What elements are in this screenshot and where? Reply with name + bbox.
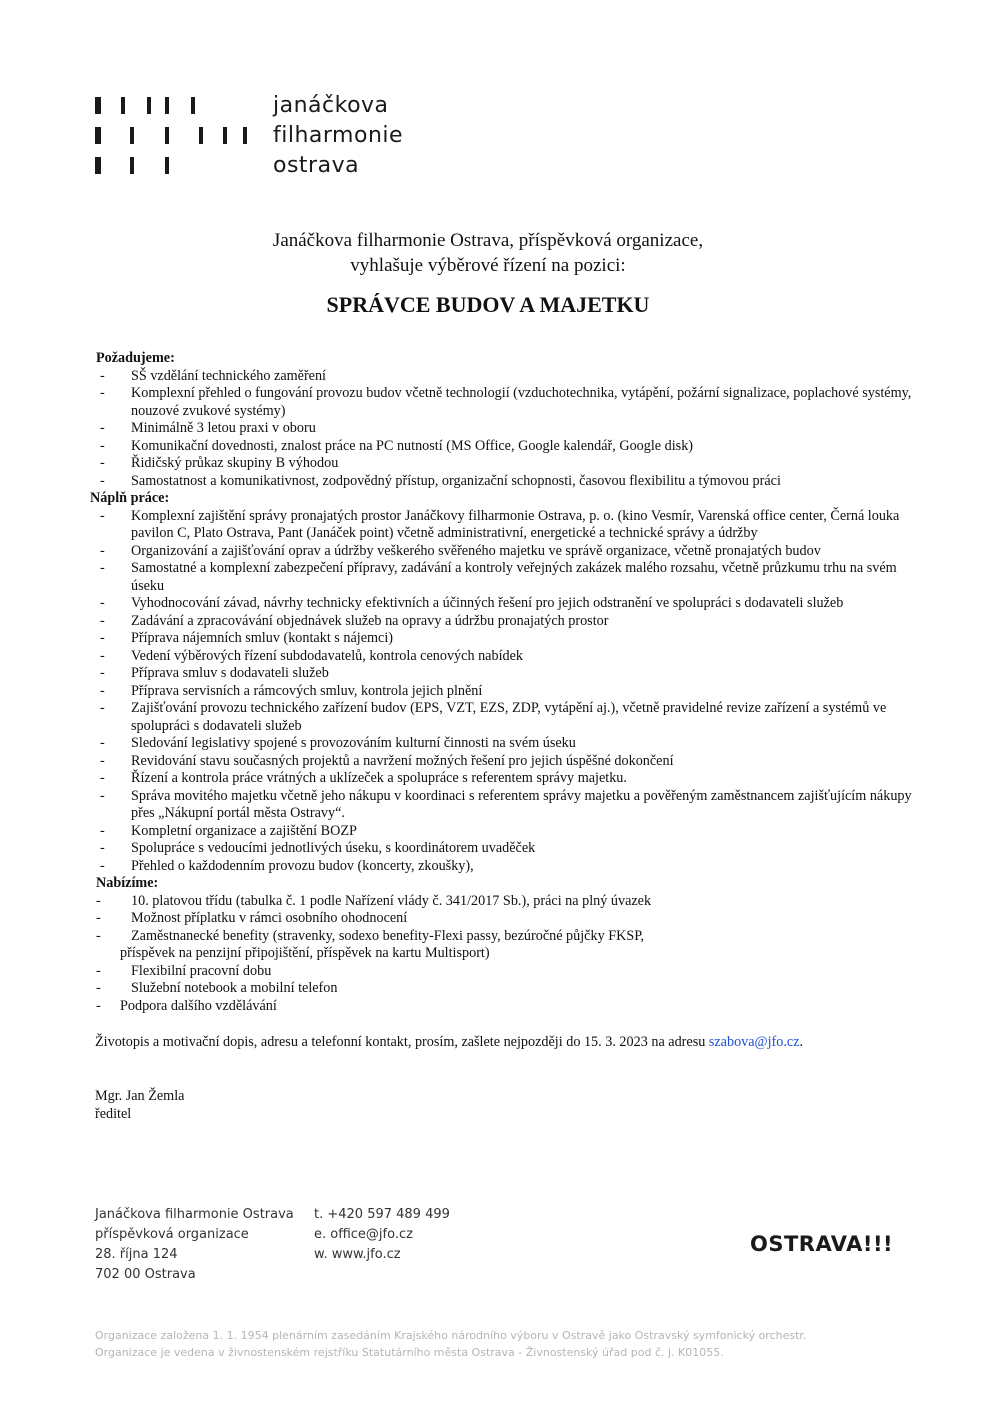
footer-web: w. www.jfo.cz	[314, 1247, 401, 1262]
list-item: - Příprava nájemních smluv (kontakt s nájemci)	[100, 630, 394, 646]
list-item: - Příprava servisních a rámcových smluv, kontrola jejich plnění	[100, 682, 483, 699]
footer-contacts	[314, 1205, 450, 1265]
list-item: - Komunikační dovednosti, znalost práce na PC nutností (MS Office, Google kalendář, Google disk)	[100, 437, 694, 454]
jfo-logo	[95, 94, 475, 184]
list-item-continuation: příspěvek na penzijní připojištění, příspěvek na kartu Multisport)	[120, 945, 490, 961]
list-item: - Minimálně 3 letou praxi v oboru	[100, 420, 316, 436]
list-item: - Komplexní zajištění správy pronajatých prostor Janáčkovy filharmonie Ostrava, p. o. (kino Vesmír, Varenská office center, Černá louka pavilon C, Plato Ostrava, Pant (Janáček point) včetně administrativní, energetické a technické správy a údržby	[100, 507, 900, 541]
list-item: - Revidování stavu současných projektů a navržení možných řešení pro jejich úspěšné dokončení	[100, 752, 674, 769]
list-item: - SŠ vzdělání technického zaměření	[100, 367, 327, 384]
list-item: - Zajišťování provozu technického zařízení budov (EPS, VZT, EZS, ZDP, vytápění aj.), včetně pravidelné revize zařízení a systémů ve spolupráci s dodavateli služeb	[100, 700, 887, 734]
email-link[interactable]: szabova@jfo.cz	[708, 1034, 800, 1050]
signature	[95, 1087, 184, 1123]
logo-line: filharmonie	[273, 123, 404, 148]
list-item: - Přehled o každodenním provozu budov (koncerty, zkoušky),	[100, 857, 474, 874]
list-item: - Řízení a kontrola práce vrátných a uklízeček a spolupráce s referentem správy majetku.	[100, 770, 627, 786]
list-item: - Komplexní přehled o fungování provozu budov včetně technologií (vzduchotechnika, vytápění, požární signalizace, poplachové systémy, nouzové zvukové systémy)	[100, 385, 912, 419]
intro	[0, 228, 976, 278]
ostrava-brand-logo: OSTRAVA!!!	[750, 1232, 894, 1256]
signature-role: ředitel	[95, 1106, 132, 1122]
list-item: - Organizování a zajišťování oprav a údržby veškerého svěřeného majetku ve správě organizace, včetně pronajatých budov	[100, 542, 821, 559]
logo-line: janáčkova	[273, 93, 389, 118]
legal-notice: Organizace založena 1. 1. 1954 plenárním zasedáním Krajského národního výboru v Ostravě jako Ostravský symfonický orchestr. Organizace je vedena v živnostenském rejstříku Statutárního města Ostrava - Živnostenský úřad pod č. j. K01055.	[95, 1329, 807, 1359]
list-item: - Zadávání a zpracovávání objednávek služeb na opravy a údržbu pronajatých prostor	[100, 612, 609, 629]
list-item: - Zaměstnanecké benefity (stravenky, sodexo benefity-Flexi passy, bezúročné půjčky FKSP,	[96, 927, 645, 944]
list-item: - Vedení výběrových řízení subdodavatelů, kontrola cenových nabídek	[100, 647, 523, 664]
section-heading-duties: Náplň práce:	[90, 490, 170, 506]
job-description	[90, 350, 930, 1015]
section-heading-offers: Nabízíme:	[96, 875, 159, 891]
list-item: - Flexibilní pracovní dobu	[96, 962, 272, 979]
intro-line: vyhlašuje výběrové řízení na pozici:	[350, 255, 626, 276]
position-title: SPRÁVCE BUDOV A MAJETKU	[326, 292, 650, 317]
footer-address: Janáčkova filharmonie Ostrava příspěvková organizace 28. října 124 702 00 Ostrava	[95, 1207, 294, 1282]
list-item: - Spolupráce s vedoucími jednotlivých úseku, s koordinátorem uvaděček	[100, 840, 536, 856]
list-item: - Kompletní organizace a zajištění BOZP	[100, 822, 357, 839]
list-item: - Samostatnost a komunikativnost, zodpovědný přístup, organizační schopnosti, časovou flexibilitu a týmovou práci	[100, 472, 781, 489]
intro-line: Janáčkova filharmonie Ostrava, příspěvková organizace,	[272, 230, 704, 251]
list-item: - Správa movitého majetku včetně jeho nákupu v koordinaci s referentem správy majetku a pověřeným zaměstnancem zajišťujícím nákupy přes „Nákupní portál města Ostravy“.	[100, 787, 912, 821]
logo-wordmark	[273, 91, 403, 181]
list-item: - Možnost příplatku v rámci osobního ohodnocení	[96, 910, 408, 926]
list-item: - Příprava smluv s dodavateli služeb	[100, 665, 329, 681]
signature-name: Mgr. Jan Žemla	[95, 1088, 185, 1104]
list-item: - 10. platovou třídu (tabulka č. 1 podle Nařízení vlády č. 341/2017 Sb.), práci na plný úvazek	[96, 892, 652, 909]
logo-bars-mark	[95, 94, 265, 184]
footer-phone: t. +420 597 489 499	[314, 1207, 450, 1222]
list-item: - Podpora dalšího vzdělávání	[96, 997, 277, 1014]
list-item: - Samostatné a komplexní zabezpečení přípravy, zadávání a kontroly veřejných zakázek malého rozsahu, včetně průzkumu trhu na svém úseku	[100, 560, 897, 594]
list-item: - Sledování legislativy spojené s provozováním kulturní činnosti na svém úseku	[100, 735, 576, 751]
list-item: - Vyhodnocování závad, návrhy technicky efektivních a účinných řešení pro jejich odstranění ve spolupráci s dodavateli služeb	[100, 595, 844, 611]
list-item: - Řidičský průkaz skupiny B výhodou	[100, 455, 339, 471]
logo-line: ostrava	[273, 153, 360, 178]
section-heading-requirements: Požadujeme:	[96, 350, 175, 366]
footer-email: e. office@jfo.cz	[314, 1227, 413, 1242]
application-instructions: Životopis a motivační dopis, adresu a telefonní kontakt, prosím, zašlete nejpozději do 15. 3. 2023 na adresu szabova@jfo.cz.	[95, 1034, 804, 1050]
list-item: - Služební notebook a mobilní telefon	[96, 980, 338, 996]
